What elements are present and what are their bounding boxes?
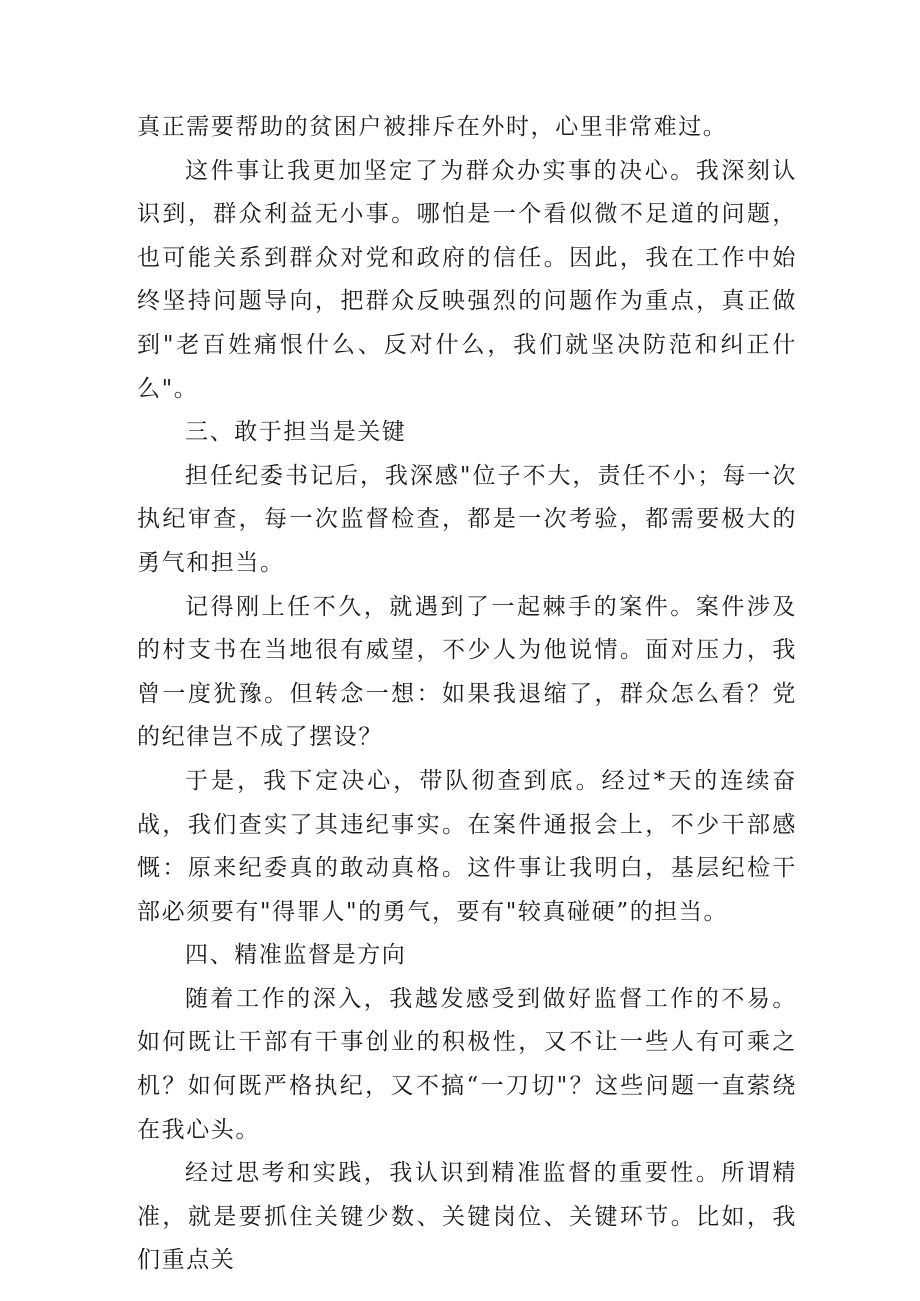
document-body xyxy=(137,106,797,1283)
paragraph-precise-supervision: 经过思考和实践，我认识到精准监督的重要性。所谓精准，就是要抓住关键少数、关键岗位、关键环节。比如，我们重点关 xyxy=(137,1160,797,1274)
paragraph-determination: 这件事让我更加坚定了为群众办实事的决心。我深刻认识到，群众利益无小事。哪怕是一个看似微不足道的问题，也可能关系到群众对党和政府的信任。因此，我在工作中始终坚持问题导向，把群众反映强烈的问题作为重点，真正做到"老百姓痛恨什么、反对什么，我们就坚决防范和纠正什么"。 xyxy=(137,157,797,402)
section-heading-4: 四、精准监督是方向 xyxy=(185,942,407,969)
paragraph-supervision-challenge: 随着工作的深入，我越发感受到做好监督工作的不易。如何既让干部有干事创业的积极性，又不让一些人有可乘之机？如何既严格执纪，又不搞“一刀切"？这些问题一直萦绕在我心头。 xyxy=(137,985,797,1143)
paragraph-investigation: 于是，我下定决心，带队彻查到底。经过*天的连续奋战，我们查实了其违纪事实。在案件通报会上，不少干部感慨：原来纪委真的敢动真格。这件事让我明白，基层纪检干部必须要有"得罪人"的勇气，要有"较真碰硬”的担当。 xyxy=(137,767,797,925)
paragraph-continuation: 真正需要帮助的贫困户被排斥在外时，心里非常难过。 xyxy=(137,114,728,140)
paragraph-responsibility: 担任纪委书记后，我深感"位子不大，责任不小；每一次执纪审查，每一次监督检查，都是一次考验，都需要极大的勇气和担当。 xyxy=(137,462,797,576)
paragraph-difficult-case: 记得刚上任不久，就遇到了一起棘手的案件。案件涉及的村支书在当地很有威望，不少人为他说情。面对压力，我曾一度犹豫。但转念一想：如果我退缩了，群众怎么看？党的纪律岂不成了摆设？ xyxy=(137,593,797,751)
section-heading-3: 三、敢于担当是关键 xyxy=(185,419,407,446)
